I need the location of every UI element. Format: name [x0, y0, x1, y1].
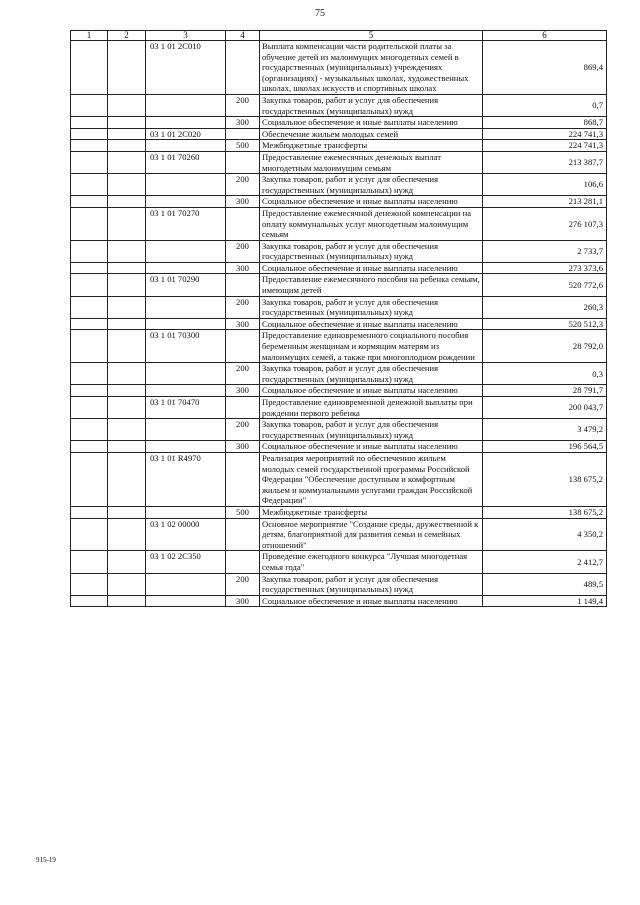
cell-col-2: [108, 207, 146, 240]
target-article-code: [146, 240, 226, 262]
target-article-code: [146, 441, 226, 453]
target-article-code: 03 1 01 2С020: [146, 128, 226, 140]
table-row: [71, 452, 607, 506]
column-header-3: 3: [146, 31, 226, 41]
cell-col-1: [71, 94, 108, 116]
table-row: [71, 318, 607, 330]
table-row: [71, 595, 607, 607]
budget-table: [70, 30, 607, 607]
expense-type-code: [226, 551, 260, 573]
expense-type-code: [226, 128, 260, 140]
item-amount: 276 107,3: [483, 207, 607, 240]
target-article-code: [146, 318, 226, 330]
target-article-code: [146, 196, 226, 208]
item-amount: 0,3: [483, 363, 607, 385]
item-amount: 489,5: [483, 573, 607, 595]
item-description: Предоставление единовременного социального пособия беременным женщинам и кормящим матерям из малоимущих семей, а также при многоплодном рождении: [260, 330, 483, 363]
cell-col-1: [71, 363, 108, 385]
table-row: [71, 551, 607, 573]
cell-col-1: [71, 174, 108, 196]
item-amount: 260,3: [483, 296, 607, 318]
item-description: Выплата компенсации части родительской платы за обучение детей из малоимущих многодетных семей в государственных (муниципальных) учреждениях (организациях) - музыкальных школах, художественных школах, школах искусств и спортивных школах: [260, 41, 483, 95]
expense-type-code: 300: [226, 595, 260, 607]
table-row: [71, 506, 607, 518]
item-description: Социальное обеспечение и иные выплаты населению: [260, 262, 483, 274]
expense-type-code: 200: [226, 296, 260, 318]
item-description: Обеспечение жильем молодых семей: [260, 128, 483, 140]
column-header-6: 6: [483, 31, 607, 41]
cell-col-1: [71, 296, 108, 318]
target-article-code: 03 1 01 70270: [146, 207, 226, 240]
cell-col-1: [71, 318, 108, 330]
item-amount: 273 373,6: [483, 262, 607, 274]
column-header-4: 4: [226, 31, 260, 41]
table-row: [71, 117, 607, 129]
cell-col-1: [71, 506, 108, 518]
cell-col-1: [71, 128, 108, 140]
item-description: Закупка товаров, работ и услуг для обеспечения государственных (муниципальных) нужд: [260, 94, 483, 116]
cell-col-2: [108, 94, 146, 116]
column-header-2: 2: [108, 31, 146, 41]
table-row: [71, 330, 607, 363]
target-article-code: [146, 140, 226, 152]
expense-type-code: 300: [226, 441, 260, 453]
item-description: Закупка товаров, работ и услуг для обеспечения государственных (муниципальных) нужд: [260, 363, 483, 385]
cell-col-2: [108, 595, 146, 607]
item-description: Закупка товаров, работ и услуг для обеспечения государственных (муниципальных) нужд: [260, 240, 483, 262]
target-article-code: 03 1 01 2С010: [146, 41, 226, 95]
target-article-code: [146, 419, 226, 441]
page-number: 75: [315, 8, 325, 19]
table-row: [71, 419, 607, 441]
expense-type-code: 500: [226, 506, 260, 518]
expense-type-code: [226, 397, 260, 419]
item-description: Социальное обеспечение и иные выплаты населению: [260, 595, 483, 607]
item-amount: 200 043,7: [483, 397, 607, 419]
target-article-code: 03 1 01 70300: [146, 330, 226, 363]
item-description: Предоставление ежемесячного пособия на ребенка семьям, имеющим детей: [260, 274, 483, 296]
cell-col-1: [71, 117, 108, 129]
cell-col-2: [108, 330, 146, 363]
cell-col-1: [71, 151, 108, 173]
cell-col-1: [71, 441, 108, 453]
cell-col-2: [108, 41, 146, 95]
table-row: [71, 151, 607, 173]
expense-type-code: 200: [226, 240, 260, 262]
cell-col-2: [108, 262, 146, 274]
item-description: Социальное обеспечение и иные выплаты населению: [260, 196, 483, 208]
table-body: [71, 41, 607, 607]
table-row: [71, 518, 607, 551]
item-amount: 138 675,2: [483, 452, 607, 506]
item-amount: 4 350,2: [483, 518, 607, 551]
target-article-code: 03 1 01 70290: [146, 274, 226, 296]
table-row: [71, 240, 607, 262]
footer-document-code: 915-19: [36, 856, 56, 864]
item-description: Предоставление ежемесячных денежных выплат многодетным малоимущим семьям: [260, 151, 483, 173]
expense-type-code: 300: [226, 262, 260, 274]
cell-col-2: [108, 518, 146, 551]
item-amount: 213 281,1: [483, 196, 607, 208]
table-row: [71, 140, 607, 152]
item-description: Межбюджетные трансферты: [260, 140, 483, 152]
target-article-code: [146, 94, 226, 116]
item-amount: 3 479,2: [483, 419, 607, 441]
expense-type-code: 300: [226, 385, 260, 397]
column-header-5: 5: [260, 31, 483, 41]
expense-type-code: 300: [226, 196, 260, 208]
cell-col-1: [71, 518, 108, 551]
target-article-code: [146, 174, 226, 196]
item-amount: 869,4: [483, 41, 607, 95]
cell-col-1: [71, 196, 108, 208]
item-amount: 1 149,4: [483, 595, 607, 607]
item-description: Закупка товаров, работ и услуг для обеспечения государственных (муниципальных) нужд: [260, 573, 483, 595]
item-description: Закупка товаров, работ и услуг для обеспечения государственных (муниципальных) нужд: [260, 419, 483, 441]
cell-col-1: [71, 41, 108, 95]
table-row: [71, 296, 607, 318]
item-amount: 196 564,5: [483, 441, 607, 453]
cell-col-2: [108, 151, 146, 173]
cell-col-2: [108, 296, 146, 318]
expense-type-code: [226, 518, 260, 551]
target-article-code: [146, 363, 226, 385]
cell-col-1: [71, 452, 108, 506]
expense-type-code: 200: [226, 573, 260, 595]
table-row: [71, 94, 607, 116]
expense-type-code: [226, 151, 260, 173]
cell-col-2: [108, 363, 146, 385]
expense-type-code: [226, 207, 260, 240]
cell-col-1: [71, 551, 108, 573]
expense-type-code: 200: [226, 174, 260, 196]
expense-type-code: [226, 41, 260, 95]
target-article-code: [146, 506, 226, 518]
cell-col-1: [71, 207, 108, 240]
cell-col-2: [108, 441, 146, 453]
cell-col-1: [71, 419, 108, 441]
cell-col-2: [108, 196, 146, 208]
table-row: [71, 397, 607, 419]
target-article-code: [146, 385, 226, 397]
item-amount: 138 675,2: [483, 506, 607, 518]
item-amount: 224 741,3: [483, 140, 607, 152]
column-header-1: 1: [71, 31, 108, 41]
target-article-code: 03 1 01 70260: [146, 151, 226, 173]
item-description: Предоставление единовременной денежной выплаты при рождении первого ребенка: [260, 397, 483, 419]
table-row: [71, 274, 607, 296]
item-amount: 520 772,6: [483, 274, 607, 296]
cell-col-1: [71, 397, 108, 419]
cell-col-1: [71, 274, 108, 296]
item-amount: 28 791,7: [483, 385, 607, 397]
item-amount: 0,7: [483, 94, 607, 116]
cell-col-2: [108, 274, 146, 296]
item-description: Социальное обеспечение и иные выплаты населению: [260, 385, 483, 397]
cell-col-2: [108, 117, 146, 129]
expense-type-code: [226, 274, 260, 296]
cell-col-2: [108, 506, 146, 518]
table-row: [71, 441, 607, 453]
cell-col-1: [71, 240, 108, 262]
item-amount: 2 412,7: [483, 551, 607, 573]
table-row: [71, 41, 607, 95]
target-article-code: [146, 595, 226, 607]
cell-col-2: [108, 240, 146, 262]
target-article-code: [146, 296, 226, 318]
expense-type-code: 300: [226, 117, 260, 129]
table-row: [71, 385, 607, 397]
cell-col-1: [71, 262, 108, 274]
table-row: [71, 207, 607, 240]
item-description: Закупка товаров, работ и услуг для обеспечения государственных (муниципальных) нужд: [260, 296, 483, 318]
target-article-code: [146, 573, 226, 595]
cell-col-2: [108, 174, 146, 196]
cell-col-2: [108, 419, 146, 441]
expense-type-code: 200: [226, 419, 260, 441]
expense-type-code: 200: [226, 94, 260, 116]
item-description: Предоставление ежемесячной денежной компенсации на оплату коммунальных услуг многодетным малоимущим семьям: [260, 207, 483, 240]
expense-type-code: [226, 452, 260, 506]
item-description: Социальное обеспечение и иные выплаты населению: [260, 318, 483, 330]
item-amount: 106,6: [483, 174, 607, 196]
table-row: [71, 573, 607, 595]
expense-type-code: 200: [226, 363, 260, 385]
cell-col-2: [108, 573, 146, 595]
item-amount: 520 512,3: [483, 318, 607, 330]
expense-type-code: 300: [226, 318, 260, 330]
cell-col-2: [108, 551, 146, 573]
item-amount: 224 741,3: [483, 128, 607, 140]
target-article-code: 03 1 01 R4970: [146, 452, 226, 506]
target-article-code: 03 1 01 70470: [146, 397, 226, 419]
item-description: Закупка товаров, работ и услуг для обеспечения государственных (муниципальных) нужд: [260, 174, 483, 196]
table-row: [71, 363, 607, 385]
table-row: [71, 128, 607, 140]
cell-col-2: [108, 452, 146, 506]
table-header-row: [71, 31, 607, 41]
target-article-code: [146, 117, 226, 129]
item-amount: 28 792,0: [483, 330, 607, 363]
table-row: [71, 262, 607, 274]
cell-col-2: [108, 128, 146, 140]
target-article-code: 03 1 02 00000: [146, 518, 226, 551]
item-amount: 2 733,7: [483, 240, 607, 262]
expense-type-code: [226, 330, 260, 363]
cell-col-2: [108, 397, 146, 419]
item-description: Социальное обеспечение и иные выплаты населению: [260, 441, 483, 453]
item-description: Проведение ежегодного конкурса "Лучшая многодетная семья года": [260, 551, 483, 573]
table-row: [71, 196, 607, 208]
cell-col-2: [108, 318, 146, 330]
target-article-code: 03 1 02 2С350: [146, 551, 226, 573]
item-description: Реализация мероприятий по обеспечению жильем молодых семей государственной программы Российской Федерации "Обеспечение доступным и комфортным жильем и коммунальными услугами граждан Российской Федерации": [260, 452, 483, 506]
target-article-code: [146, 262, 226, 274]
item-amount: 213 387,7: [483, 151, 607, 173]
cell-col-1: [71, 573, 108, 595]
cell-col-2: [108, 140, 146, 152]
cell-col-1: [71, 330, 108, 363]
item-description: Межбюджетные трансферты: [260, 506, 483, 518]
item-description: Основное мероприятие "Создание среды, дружественной к детям, благоприятной для развития семьи и семейных отношений": [260, 518, 483, 551]
item-amount: 868,7: [483, 117, 607, 129]
expense-type-code: 500: [226, 140, 260, 152]
item-description: Социальное обеспечение и иные выплаты населению: [260, 117, 483, 129]
cell-col-1: [71, 595, 108, 607]
cell-col-1: [71, 385, 108, 397]
cell-col-1: [71, 140, 108, 152]
table-row: [71, 174, 607, 196]
cell-col-2: [108, 385, 146, 397]
